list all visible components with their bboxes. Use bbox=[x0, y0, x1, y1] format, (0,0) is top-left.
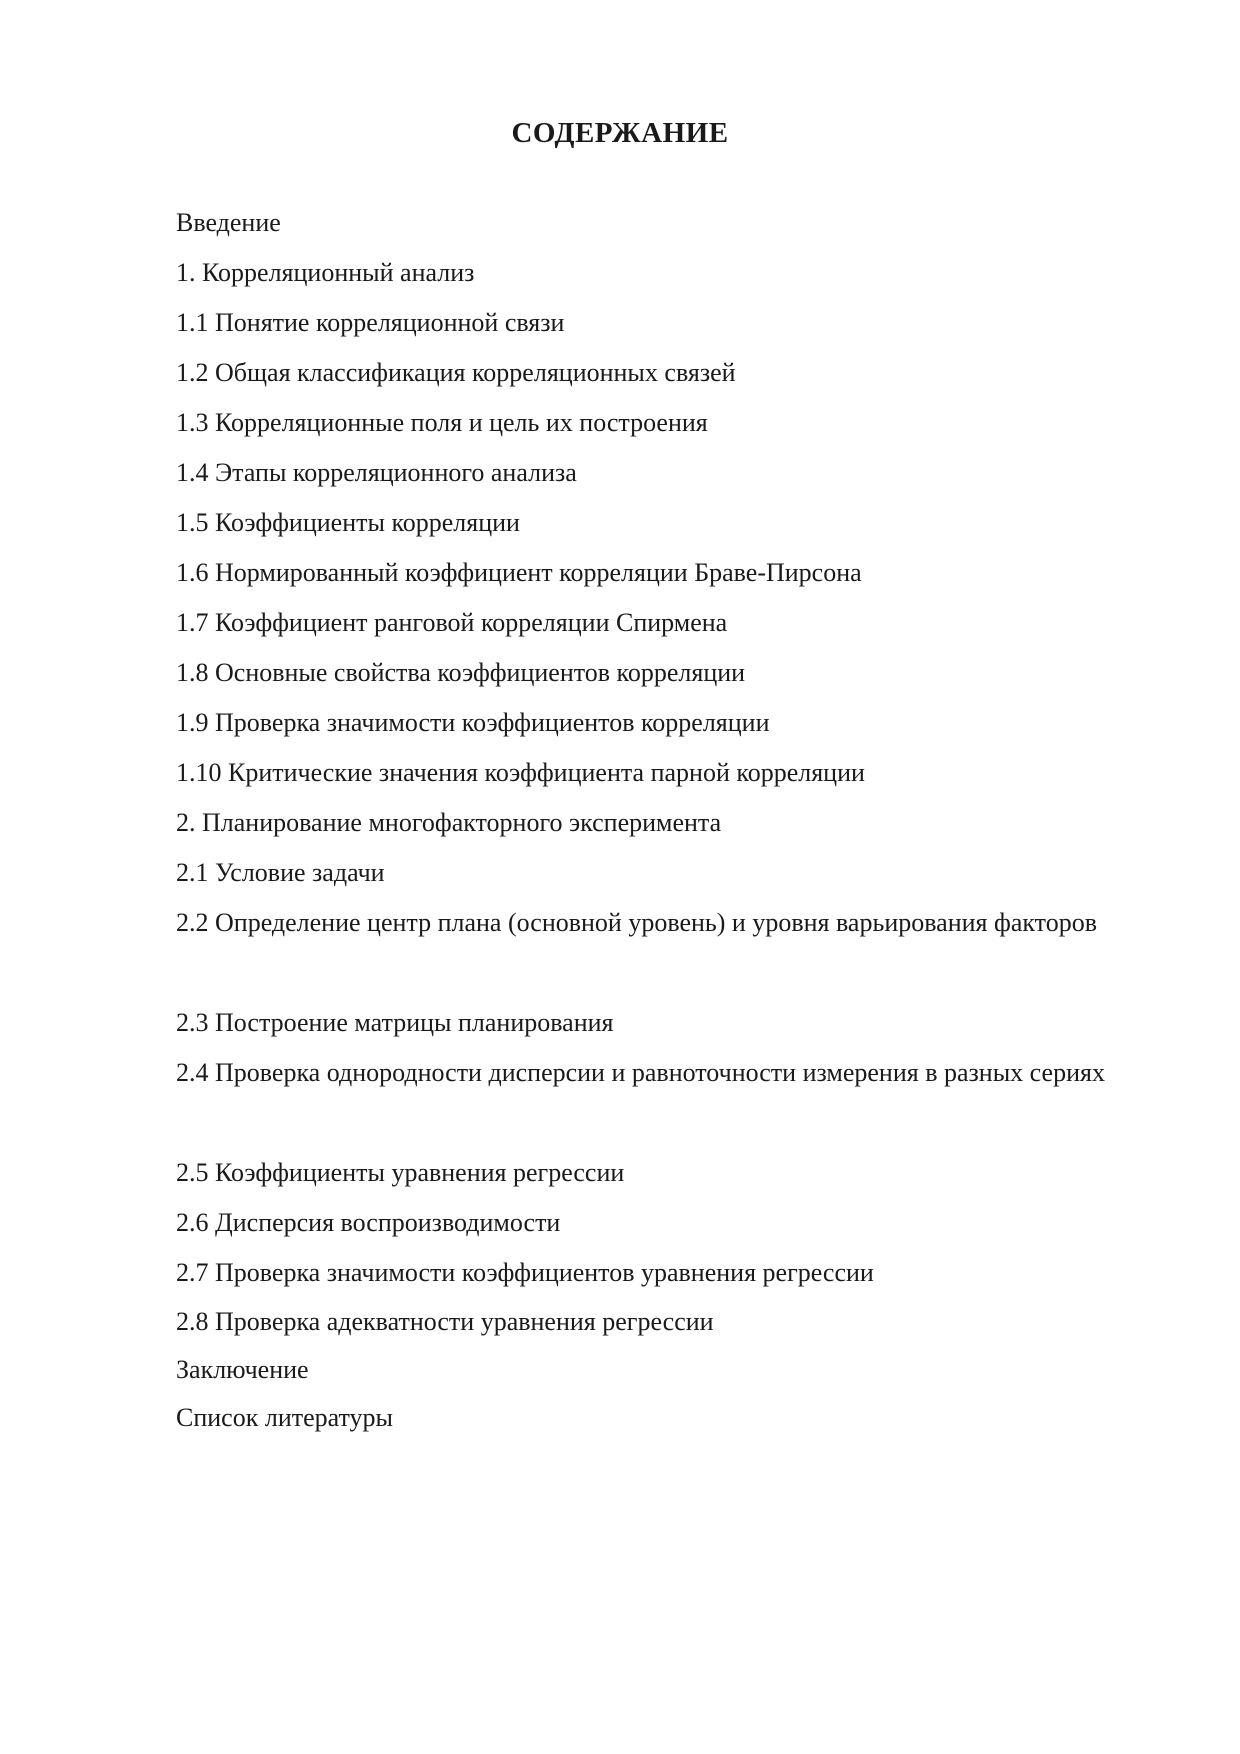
toc-item-1-10: 1.10 Критические значения коэффициента парной корреляции bbox=[176, 758, 865, 787]
toc-item-1-1: 1.1 Понятие корреляционной связи bbox=[176, 308, 565, 337]
toc-item-1-5: 1.5 Коэффициенты корреляции bbox=[176, 508, 520, 537]
toc-item-2: 2. Планирование многофакторного эксперимента bbox=[176, 808, 722, 837]
toc-item-1-9: 1.9 Проверка значимости коэффициентов корреляции bbox=[176, 708, 770, 737]
page-title: СОДЕРЖАНИЕ bbox=[511, 117, 729, 149]
toc-item-references: Список литературы bbox=[176, 1403, 393, 1432]
toc-item-2-1: 2.1 Условие задачи bbox=[176, 858, 385, 887]
toc-item-2-4: 2.4 Проверка однородности дисперсии и равноточности измерения в разных сериях bbox=[176, 1058, 1105, 1087]
toc-item-1-8: 1.8 Основные свойства коэффициентов корреляции bbox=[176, 658, 746, 687]
toc-item-conclusion: Заключение bbox=[176, 1355, 309, 1384]
toc-item-2-7: 2.7 Проверка значимости коэффициентов уравнения регрессии bbox=[176, 1258, 874, 1287]
toc-item-1-3: 1.3 Корреляционные поля и цель их построения bbox=[176, 408, 708, 437]
table-of-contents bbox=[176, 198, 1151, 1442]
toc-item-1-2: 1.2 Общая классификация корреляционных связей bbox=[176, 358, 736, 387]
toc-item-introduction: Введение bbox=[176, 208, 281, 237]
toc-item-1-6: 1.6 Нормированный коэффициент корреляции Браве-Пирсона bbox=[176, 558, 862, 587]
toc-item-1-4: 1.4 Этапы корреляционного анализа bbox=[176, 458, 577, 487]
toc-item-2-8: 2.8 Проверка адекватности уравнения регрессии bbox=[176, 1307, 714, 1336]
toc-item-2-3: 2.3 Построение матрицы планирования bbox=[176, 1008, 614, 1037]
toc-item-2-6: 2.6 Дисперсия воспроизводимости bbox=[176, 1208, 561, 1237]
toc-item-2-2: 2.2 Определение центр плана (основной уровень) и уровня варьирования факторов bbox=[176, 908, 1097, 937]
toc-item-1: 1. Корреляционный анализ bbox=[176, 258, 475, 287]
toc-item-1-7: 1.7 Коэффициент ранговой корреляции Спирмена bbox=[176, 608, 728, 637]
toc-item-2-5: 2.5 Коэффициенты уравнения регрессии bbox=[176, 1158, 625, 1187]
